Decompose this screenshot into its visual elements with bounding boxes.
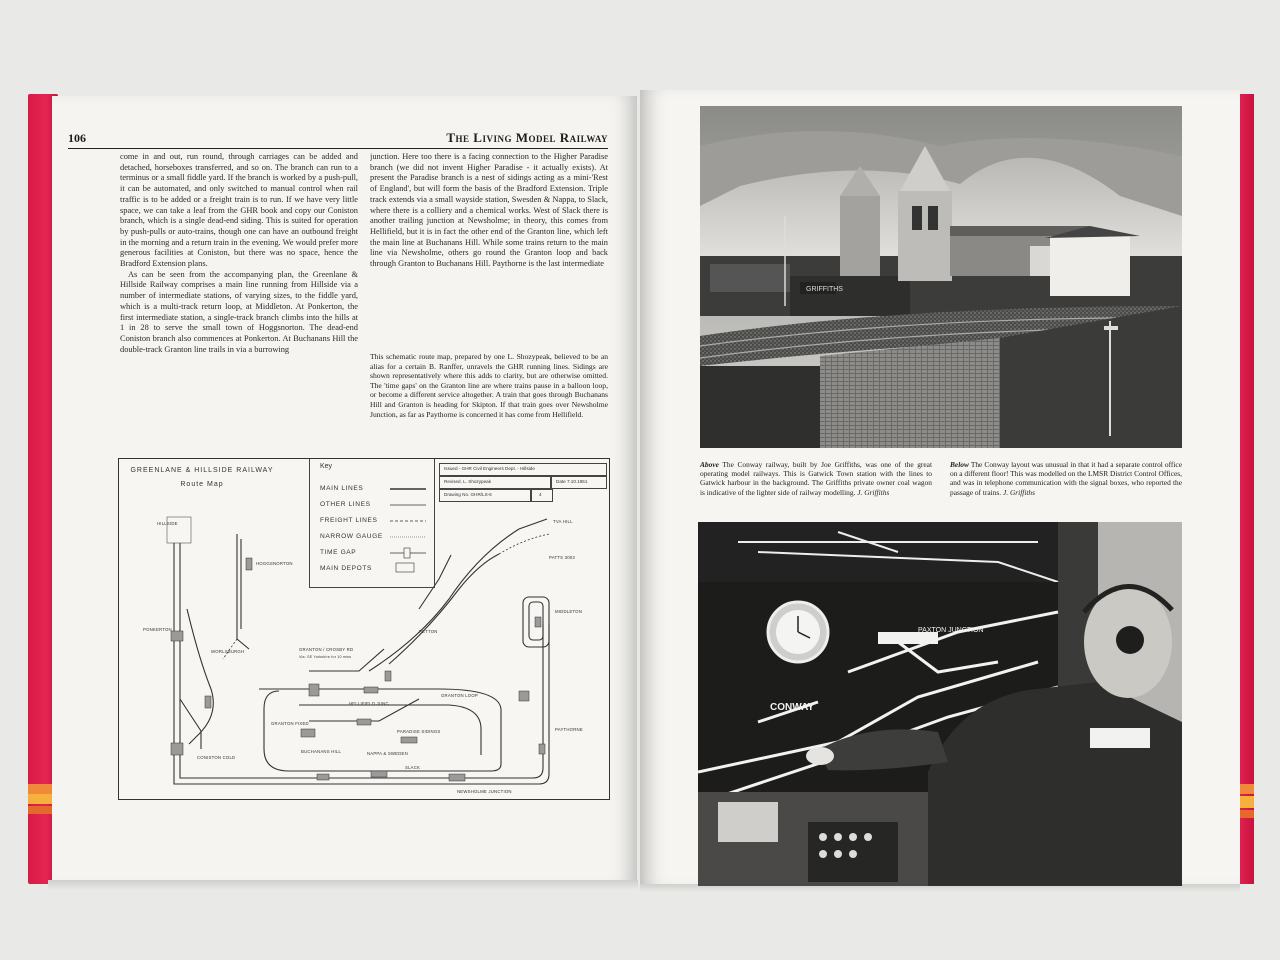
station-label-granton-crosby: GRANTON / CROSBY RD xyxy=(299,647,354,652)
station-label-coniston: CONISTON COLD xyxy=(197,755,236,760)
page-edge-shadow xyxy=(48,880,638,890)
station-note: Via: SE Yorkshire for 10 mins xyxy=(299,655,352,659)
board-label: CONWAY xyxy=(770,702,815,713)
photo-bottom-image xyxy=(698,522,1182,886)
title-block-row xyxy=(439,489,531,502)
running-title: The Living Model Railway xyxy=(446,130,608,145)
photo-credit: J. Griffiths xyxy=(857,487,890,497)
key-item: TIME GAP xyxy=(320,549,357,556)
paragraph: come in and out, run round, through carriages can be added and detached, horseboxes transferred, and so on. The branch can run to a terminus or a small fiddle yard. If the branch is worked by a push-pull, it can be automated, and only switched to manual control when rail traffic is to be added or a freight train is to run. If we have very little space, we can take a leaf from the GHR book and copy our Coniston branch, which is a single dead-end siding. This is suited for operation by push-pulls or auto-trains, though one can have an outbound freight in the morning and a return train in the evening. We would prefer more generous facilities at Coniston, but there was no space, hence the Bradford Extension plans. xyxy=(120,152,358,269)
title-block-row xyxy=(439,476,551,489)
map-key xyxy=(309,459,435,588)
title-block-date: Date 7.10.1951 xyxy=(556,479,588,484)
map-subtitle: Route Map xyxy=(180,481,224,488)
station-label-granton-fixed: GRANTON FIXED xyxy=(271,721,309,726)
photo-credit: J. Griffiths xyxy=(1002,487,1035,497)
body-column-right xyxy=(370,152,608,350)
title-block-revised: Revised. L. Shozypeak xyxy=(444,479,491,484)
title-block-drawing-no: Drawing No. GHR/LS-6 xyxy=(444,492,492,497)
title-block-issued: Issued - GHR Civil Engineers Dept. - Hillside xyxy=(444,466,535,471)
title-block-sheet: 4 xyxy=(539,492,542,497)
title-block-row xyxy=(551,476,607,489)
caption-text: The Conway layout was unusual in that it had a separate control office on a different floor! This was modelled on the LMSR District Control Offices, and was in telephone communication with the signal boxes, who reported the passage of trains. xyxy=(950,460,1182,497)
station-label-hoggsnorton: HOGGSNORTON xyxy=(256,561,293,566)
photo-conway-gatwick-town xyxy=(700,106,1182,448)
key-title: Key xyxy=(320,463,333,470)
station-label-hellifield: HELLIFIELD JUNC xyxy=(349,701,389,706)
body-column-left xyxy=(120,152,358,442)
photo-caption-below xyxy=(950,460,1182,497)
key-item: MAIN DEPOTS xyxy=(320,565,373,572)
board-junction-label: PAXTON JUNCTION xyxy=(918,627,984,634)
station-label-tva-hill: TVA HILL xyxy=(553,519,573,524)
station-label-buchanans-hill: BUCHANANS HILL xyxy=(301,749,342,754)
station-label-petton: PETTON xyxy=(419,629,438,634)
map-caption xyxy=(370,352,608,444)
key-symbols xyxy=(310,459,434,587)
key-item: OTHER LINES xyxy=(320,501,371,508)
station-label-worlsburgh: WORLSBURGH xyxy=(211,649,245,654)
key-item: NARROW GAUGE xyxy=(320,533,383,540)
station-label-ponkerton: PONKERTON xyxy=(143,627,172,632)
key-item: FREIGHT LINES xyxy=(320,517,378,524)
photo-caption-above xyxy=(700,460,932,497)
station-label-nappa: NAPPA & SWEDEN xyxy=(367,751,408,756)
caption-lead: Below xyxy=(950,460,969,469)
map-title: GREENLANE & HILLSIDE RAILWAY xyxy=(130,467,274,474)
photo-top-image xyxy=(700,106,1182,448)
running-head xyxy=(68,128,608,149)
title-block-row xyxy=(531,489,553,502)
station-label-newsholme: NEWSHOLME JUNCTION xyxy=(457,789,512,794)
photo-sign: GRIFFITHS xyxy=(806,286,843,293)
station-label-paythorne: PAYTHORNE xyxy=(555,727,583,732)
paragraph: As can be seen from the accompanying plan, the Greenlane & Hillside Railway comprises a main line running from Hillside via a number of intermediate stations, of varying sizes, to the fiddle yard, which is a multi-track return loop, at Middleton. At Ponkerton, the first intermediate station, a single-track branch climbs into the hills at 1 in 28 to serve the small town of Hoggsnorton. The dead-end Coniston branch also commences at Ponkerton. At Buchanans Hill the double-track Granton line trails in via a burrowing xyxy=(120,269,358,354)
key-item: MAIN LINES xyxy=(320,485,364,492)
paragraph: junction. Here too there is a facing connection to the Higher Paradise branch (we did not invent Higher Paradise - it actually exists). At present the Paradise branch is a nest of sidings acting as a mini-'Rest of England', but will form the basis of the Bradford Extension. Triple track extends via a small wayside station, Swesden & Nappa, to Slack, where there is a colliery and a chemical works. West of Slack there is another trailing junction at Newsholme; in theory, this comes from Hellifield, but it is in fact the other end of the Granton line, which left the main line at Buchanans Hill. While some trains return to the main line via Newsholme, others go round the Granton loop and back through Granton to Buchanans Hill. Paythorne is the last intermediate xyxy=(370,152,608,269)
caption-text: This schematic route map, prepared by one L. Shozypeak, believed to be an alias for a certain B. Ranffer, unravels the GHR running lines. Sidings are shown representatively where this adds to clarity, but are otherwise omitted. The 'time gaps' on the Granton line are where trains pause in a balloon loop, or become a different service altogether. A train that goes through Buchanans Hill and Granton is heading for Skipton. If that train goes over Newsholme Junction, as far as Paythorne is concerned it has come from Hellifield. xyxy=(370,352,608,419)
title-block xyxy=(439,463,605,511)
station-label-patts: PATTS 3003 xyxy=(549,555,575,560)
page-number: 106 xyxy=(68,131,86,145)
station-label-slack: SLACK xyxy=(405,765,421,770)
photo-control-office xyxy=(698,522,1182,886)
caption-text: The Conway railway, built by Joe Griffiths, was one of the great operating model railways. This is Gatwick Town station with the lines to Gatwick harbour in the background. The Griffiths private owner coal wagon is indicative of the lighter side of railway modelling. xyxy=(700,460,932,497)
station-label-hillside: HILLSIDE xyxy=(157,521,178,526)
caption-lead: Above xyxy=(700,460,719,469)
route-map xyxy=(118,458,610,800)
station-label-granton-loop: GRANTON LOOP xyxy=(441,693,478,698)
title-block-row xyxy=(439,463,607,476)
station-label-paradise: PARADISE SIDINGS xyxy=(397,729,441,734)
station-label-middleton: MIDDLETON xyxy=(555,609,583,614)
